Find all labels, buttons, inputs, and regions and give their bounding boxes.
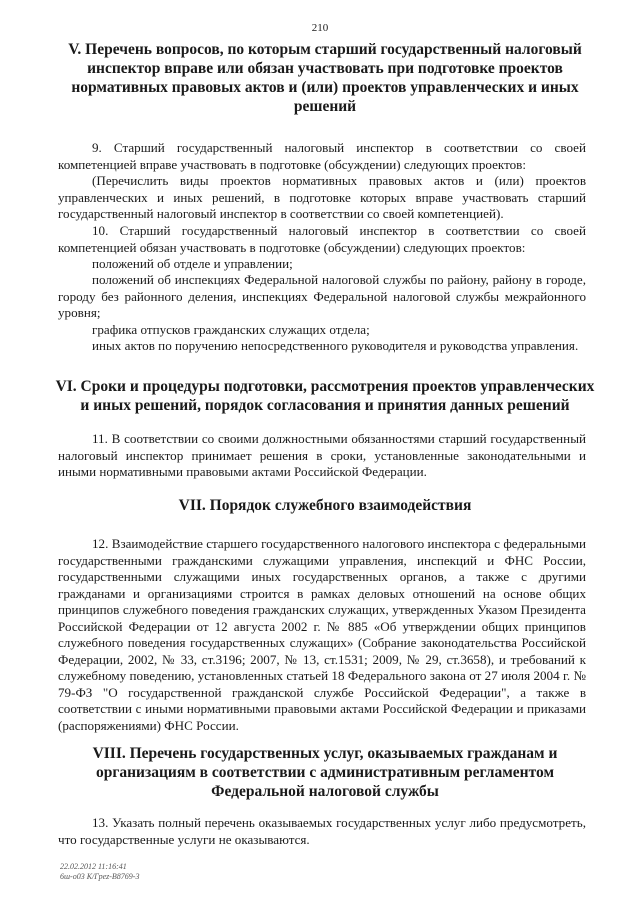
page-number: 210 [311, 22, 329, 34]
footer-stamp-line-2: 6ш-о03 К/Греz-B8769-3 [60, 872, 140, 881]
paragraph-9-list: (Перечислить виды проектов нормативных правовых актов и (или) проектов управленческих и иных решений, в подготовке которых вправе участвовать старший государственный налоговый инспектор в соответствии со своей компетенцией). [58, 173, 586, 221]
section-6-heading: VI. Сроки и процедуры подготовки, рассмотрения проектов управленческих и иных решений, порядок согласования и принятия данных решений [55, 378, 595, 414]
paragraph-10-item-3: графика отпусков гражданских служащих отдела; [92, 322, 370, 337]
paragraph-10: 10. Старший государственный налоговый инспектор в соответствии со своей компетенцией обязан участвовать в подготовке (обсуждении) следующих проектов: [58, 223, 586, 255]
section-7-heading: VII. Порядок служебного взаимодействия [178, 497, 472, 514]
paragraph-10-item-1: положений об отделе и управлении; [92, 256, 293, 271]
paragraph-10-item-2: положений об инспекциях Федеральной налоговой службы по району, району в городе, городу без районного деления, инспекциях Федеральной налоговой службы межрайонного уровня; [58, 272, 586, 320]
paragraph-10-item-4: иных актов по поручению непосредственного руководителя и руководства управления. [92, 338, 579, 353]
footer-stamp [60, 862, 139, 882]
paragraph-11: 11. В соответствии со своими должностными обязанностями старший государственный налоговый инспектор принимает решения в сроки, установленные законодательными и иными нормативными правовыми актами Российской Федерации. [58, 431, 586, 479]
section-5-heading: V. Перечень вопросов, по которым старший государственный налоговый инспектор вправе или обязан участвовать при подготовке проектов нормативных правовых актов и (или) проектов управленческих и иных решений [68, 41, 582, 115]
paragraph-13: 13. Указать полный перечень оказываемых государственных услуг либо предусмотреть, что государственные услуги не оказываются. [58, 815, 586, 847]
paragraph-9: 9. Старший государственный налоговый инспектор в соответствии со своей компетенцией вправе участвовать в подготовке (обсуждении) следующих проектов: [58, 140, 586, 172]
paragraph-12: 12. Взаимодействие старшего государственного налогового инспектора с федеральными государственными гражданскими служащими управления, инспекций и ФНС России, государственными служащими иных государственных органов, а также с другими гражданами и организациями строится в рамках деловых отношений на основе общих принципов служебного поведения гражданских служащих, утвержденных Указом Президента Российской Федерации от 12 августа 2002 г. № 885 «Об утверждении общих принципов служебного поведения государственных служащих» (Собрание законодательства Российской Федерации, 2002, № 33, ст.3196; 2007, № 13, ст.1531; 2009, № 29, ст.3658), и требований к служебному поведению, установленных статьей 18 Федерального закона от 27 июля 2004 г. № 79-ФЗ "О государственной гражданской службе Российской Федерации", а также в соответствии с иными нормативными правовыми актами Российской Федерации и приказами (распоряжениями) ФНС России. [58, 536, 586, 733]
section-8-heading: VIII. Перечень государственных услуг, оказываемых гражданам и организациям в соответствии с административным регламентом Федеральной налоговой службы [92, 745, 558, 800]
footer-stamp-line-1: 22.02.2012 11:16:41 [60, 862, 127, 871]
